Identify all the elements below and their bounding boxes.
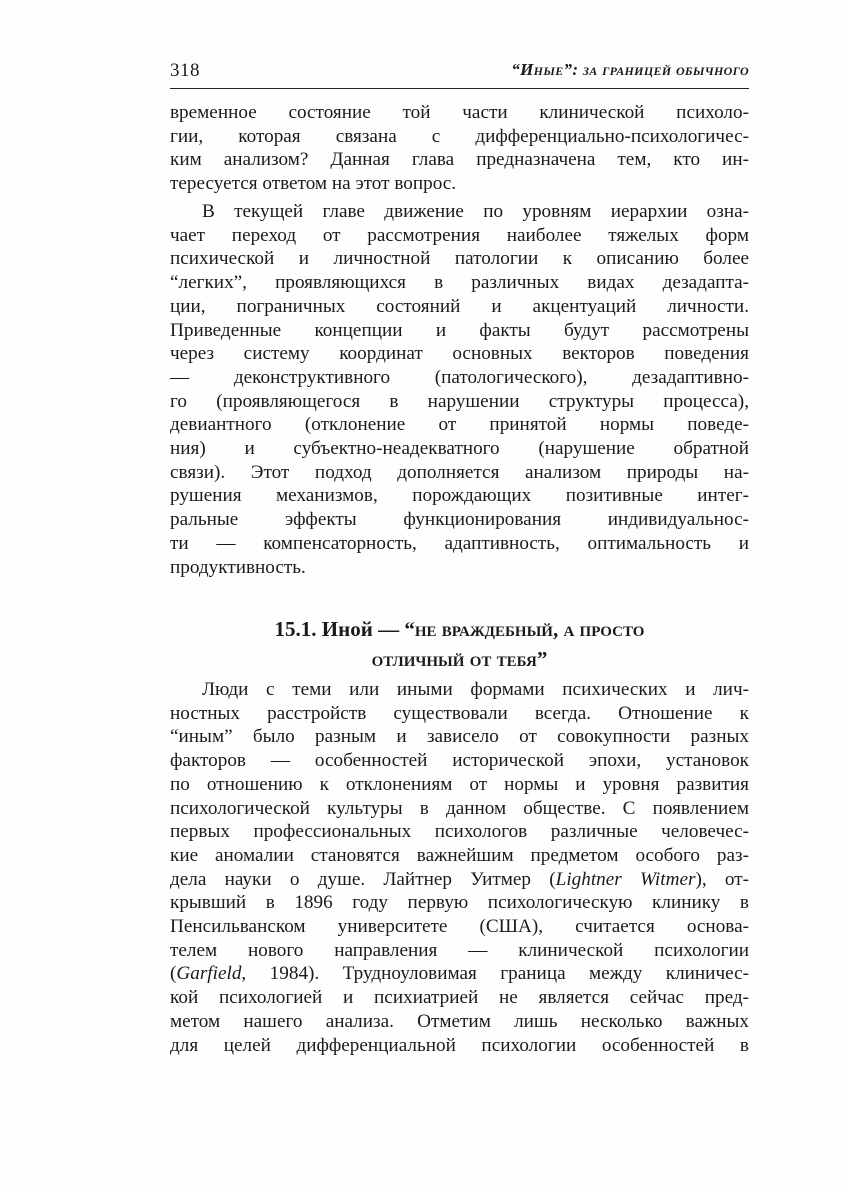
text-line: тересуется ответом на этот вопрос. <box>170 173 457 195</box>
paragraph-chapter-overview <box>170 200 749 579</box>
text-line: продуктивность. <box>170 556 306 578</box>
text-line: ти — компенсаторность, адаптивность, оптимальность и <box>170 532 749 554</box>
text-line: временное состояние той части клинической психоло- <box>170 102 749 123</box>
text-fragment: ( <box>170 963 177 985</box>
text-fragment: дела науки о душе. Лайтнер Уитмер ( <box>170 868 556 890</box>
text-line: психологической культуры в данном обществе. С появлением <box>170 797 749 819</box>
text-line: крывший в 1896 году первую психологическую клинику в <box>170 892 749 914</box>
text-line: ции, пограничных состояний и акцентуаций личности. <box>170 295 749 317</box>
text-line <box>170 962 749 986</box>
text-line: Пенсильванском университете (США), считается основа- <box>170 916 749 938</box>
section-heading <box>170 614 749 674</box>
text-line: телем нового направления — клинической психологии <box>170 939 749 961</box>
text-line: девиантного (отклонение от принятой нормы поведе- <box>170 414 749 436</box>
section-title-line-1: “не враждебный, а просто <box>404 617 645 641</box>
text-line: “легких”, проявляющихся в различных видах дезадапта- <box>170 272 749 294</box>
paragraph-continuation <box>170 101 749 196</box>
text-line: факторов — особенностей исторической эпохи, установок <box>170 750 749 772</box>
text-line <box>170 868 749 892</box>
text-line: ральные эффекты функционирования индивидуальнос- <box>170 509 749 531</box>
text-fragment: ), от- <box>695 868 749 890</box>
section-title-first-word: Иной — <box>321 617 400 641</box>
text-line: для целей дифференциальной психологии особенностей в <box>170 1034 749 1056</box>
text-line: кой психологией и психиатрией не является сейчас пред- <box>170 987 749 1009</box>
text-line: ностных расстройств существовали всегда. Отношение к <box>170 702 749 724</box>
text-line: рушения механизмов, порождающих позитивные интег- <box>170 485 749 507</box>
text-line: — деконструктивного (патологического), дезадаптивно- <box>170 366 749 388</box>
text-line: гии, которая связана с дифференциально-психологичес- <box>170 125 749 147</box>
text-line: “иным” было разным и зависело от совокупности разных <box>170 726 749 748</box>
page-number: 318 <box>170 60 200 81</box>
text-line: ния) и субъектно-неадекватного (нарушение обратной <box>170 438 749 460</box>
section-title-line-2: отличный от тебя” <box>371 647 548 671</box>
text-line: го (проявляющегося в нарушении структуры процесса), <box>170 390 749 412</box>
text-line: ким анализом? Данная глава предназначена тем, кто ин- <box>170 149 749 171</box>
cited-name-witmer: Lightner Witmer <box>555 868 696 890</box>
page-header <box>170 56 749 89</box>
text-line: Люди с теми или иными формами психических и лич- <box>202 679 749 700</box>
text-fragment: , 1984). Трудноуловимая граница между клиничес- <box>241 963 749 985</box>
text-line: Приведенные концепции и факты будут рассмотрены <box>170 319 749 341</box>
text-line: чает переход от рассмотрения наиболее тяжелых форм <box>170 224 749 246</box>
text-line: метом нашего анализа. Отметим лишь несколько важных <box>170 1010 749 1032</box>
paragraph-section-intro <box>170 678 749 1057</box>
section-number: 15.1. <box>274 617 317 641</box>
text-line: по отношению к отклонениям от нормы и уровня развития <box>170 773 749 795</box>
text-line: связи). Этот подход дополняется анализом природы на- <box>170 461 749 483</box>
running-title: “Иные”: за границей обычного <box>511 60 749 79</box>
text-line: психической и личностной патологии к описанию более <box>170 248 749 270</box>
cited-name-garfield: Garfield <box>176 963 242 985</box>
text-line: первых профессиональных психологов различные человечес- <box>170 821 749 843</box>
text-line: кие аномалии становятся важнейшим предметом особого раз- <box>170 844 749 866</box>
text-line: В текущей главе движение по уровням иерархии озна- <box>202 201 749 222</box>
text-line: через систему координат основных векторов поведения <box>170 343 749 365</box>
